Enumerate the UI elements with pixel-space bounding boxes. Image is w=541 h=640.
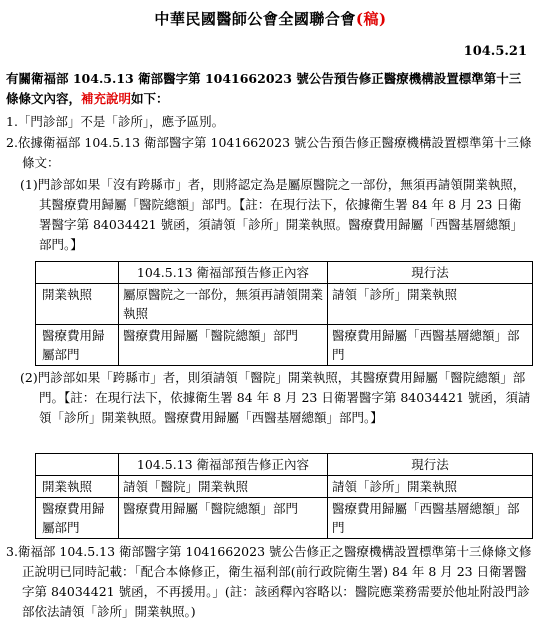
intro-text-after: 如下： — [131, 91, 169, 106]
table-header-row — [36, 454, 533, 476]
comparison-table-1 — [35, 261, 533, 366]
table-cell: 請領「醫院」開業執照 — [119, 476, 328, 498]
table-cell: 醫療費用歸屬「醫院總額」部門 — [119, 498, 328, 539]
table-header-cell: 104.5.13 衛福部預告修正內容 — [119, 262, 328, 284]
document-date: 104.5.21 — [463, 44, 527, 59]
table-row-label: 開業執照 — [36, 476, 119, 498]
table-row — [36, 498, 533, 539]
intro-highlight: 補充說明 — [81, 91, 132, 106]
table-row — [36, 325, 533, 366]
comparison-table-2 — [35, 453, 533, 539]
table-cell: 醫療費用歸屬「西醫基層總額」部門 — [328, 325, 533, 366]
table-header-cell: 現行法 — [328, 454, 533, 476]
table-header-cell — [36, 262, 119, 284]
title-draft-mark: (稿) — [355, 10, 387, 28]
intro-paragraph — [6, 69, 531, 109]
list-item-1: 1.「門診部」不是「診所」，應予區別。 — [6, 114, 225, 129]
sub-item-1: (1)門診部如果「沒有跨縣市」者，則將認定為是屬原醫院之一部份，無須再請領開業執照，其醫療費用歸屬「醫院總額」部門。【註：在現行法下，依據衛生署 84 年 8 月 23 日衛署醫字第 84034421 號函，須請領「診所」開業執照。醫療費用歸屬「西醫基層總額」部門。】 — [20, 177, 526, 252]
table-cell: 請領「診所」開業執照 — [328, 284, 533, 325]
table-cell: 屬原醫院之一部份，無須再請領開業執照 — [119, 284, 328, 325]
table-cell: 請領「診所」開業執照 — [328, 476, 533, 498]
table-header-cell — [36, 454, 119, 476]
list-item-3: 3.衛福部 104.5.13 衛部醫字第 1041662023 號公告修正之醫療機構設置標準第十三條條文修正說明已同時記載：「配合本條修正，衛生福利部(前行政院衛生署) 84 年 8 月 23 日衛署醫字第 84034421 號函，不再援用。」(註：該函釋內容略以：醫院應業務需要於他址附設門診部依法請領「診所」開業執照。) — [6, 544, 532, 619]
table-row — [36, 284, 533, 325]
document-title — [0, 8, 541, 29]
list-item-2: 2.依據衛福部 104.5.13 衛部醫字第 1041662023 號公告預告修正醫療機構設置標準第十三條條文： — [6, 135, 532, 170]
table-header-cell: 104.5.13 衛福部預告修正內容 — [119, 454, 328, 476]
table-row-label: 開業執照 — [36, 284, 119, 325]
table-row-label: 醫療費用歸屬部門 — [36, 325, 119, 366]
table-row-label: 醫療費用歸屬部門 — [36, 498, 119, 539]
sub-item-2: (2)門診部如果「跨縣市」者，則須請領「醫院」開業執照，其醫療費用歸屬「醫院總額」部門。【註：在現行法下，依據衛生署 84 年 8 月 23 日衛署醫字第 84034421 號函，須請領「診所」開業執照。醫療費用歸屬「西醫基層總額」部門。】 — [20, 370, 531, 425]
table-header-cell: 現行法 — [328, 262, 533, 284]
table-cell: 醫療費用歸屬「西醫基層總額」部門 — [328, 498, 533, 539]
table-row — [36, 476, 533, 498]
table-cell: 醫療費用歸屬「醫院總額」部門 — [119, 325, 328, 366]
title-main: 中華民國醫師公會全國聯合會 — [154, 10, 356, 28]
table-header-row — [36, 262, 533, 284]
intro-text-before: 有關衛福部 104.5.13 衛部醫字第 1041662023 號公告預告修正醫療機構設置標準第十三條條文內容， — [6, 71, 522, 106]
